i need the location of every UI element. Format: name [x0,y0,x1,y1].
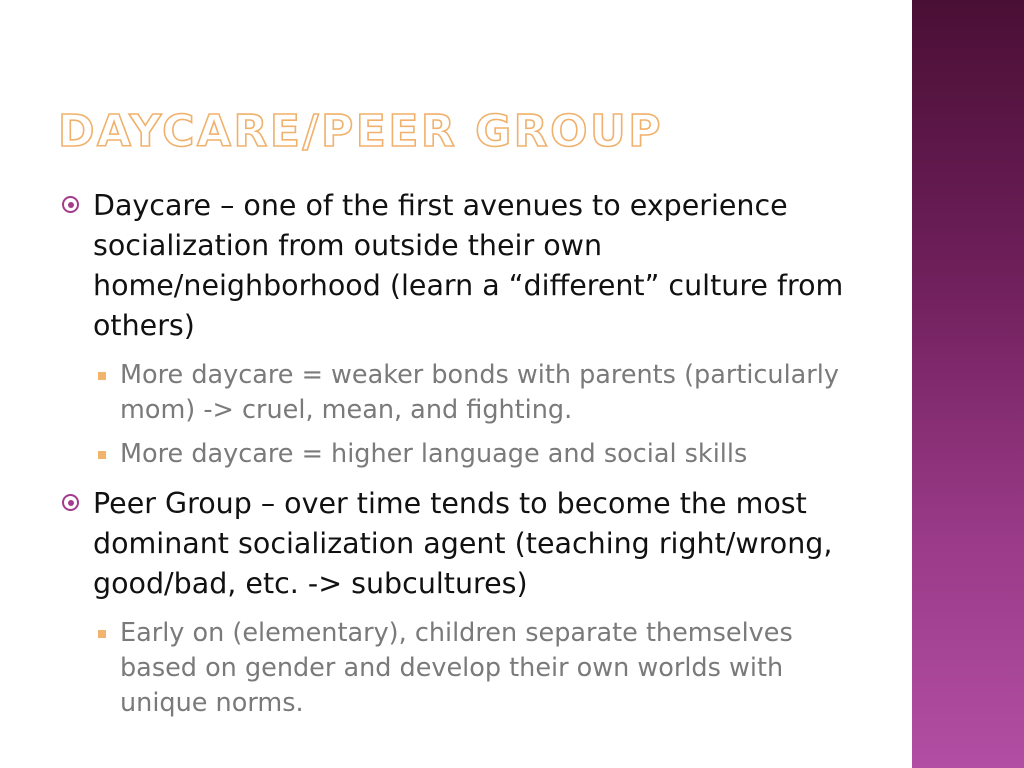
sub-list-peer-group [62,616,852,721]
circle-bullet-icon [62,196,79,213]
bullet-daycare [62,186,852,346]
square-bullet-icon [98,372,106,380]
sub-bullet-text: More daycare = weaker bonds with parents (particularly mom) -> cruel, mean, and fighting. [120,360,839,425]
square-bullet-icon [98,451,106,459]
circle-bullet-icon [62,494,79,511]
bullet-peer-group [62,484,852,604]
bullet-text: Peer Group – over time tends to become the most dominant socialization agent (teaching right/wrong, good/bad, etc. -> subcultures) [93,487,833,600]
slide-content [62,186,852,733]
sub-bullet [62,437,852,472]
sub-bullet-text: More daycare = higher language and social skills [120,439,748,469]
bullet-text: Daycare – one of the first avenues to experience socialization from outside their own home/neighborhood (learn a “different” culture from others) [93,189,844,342]
decorative-side-bar [912,0,1024,768]
sub-bullet-text: Early on (elementary), children separate themselves based on gender and develop their own worlds with unique norms. [120,618,793,718]
slide-title: DAYCARE/PEER GROUP [58,106,663,157]
sub-list-daycare [62,358,852,472]
square-bullet-icon [98,630,106,638]
sub-bullet [62,616,852,721]
sub-bullet [62,358,852,428]
